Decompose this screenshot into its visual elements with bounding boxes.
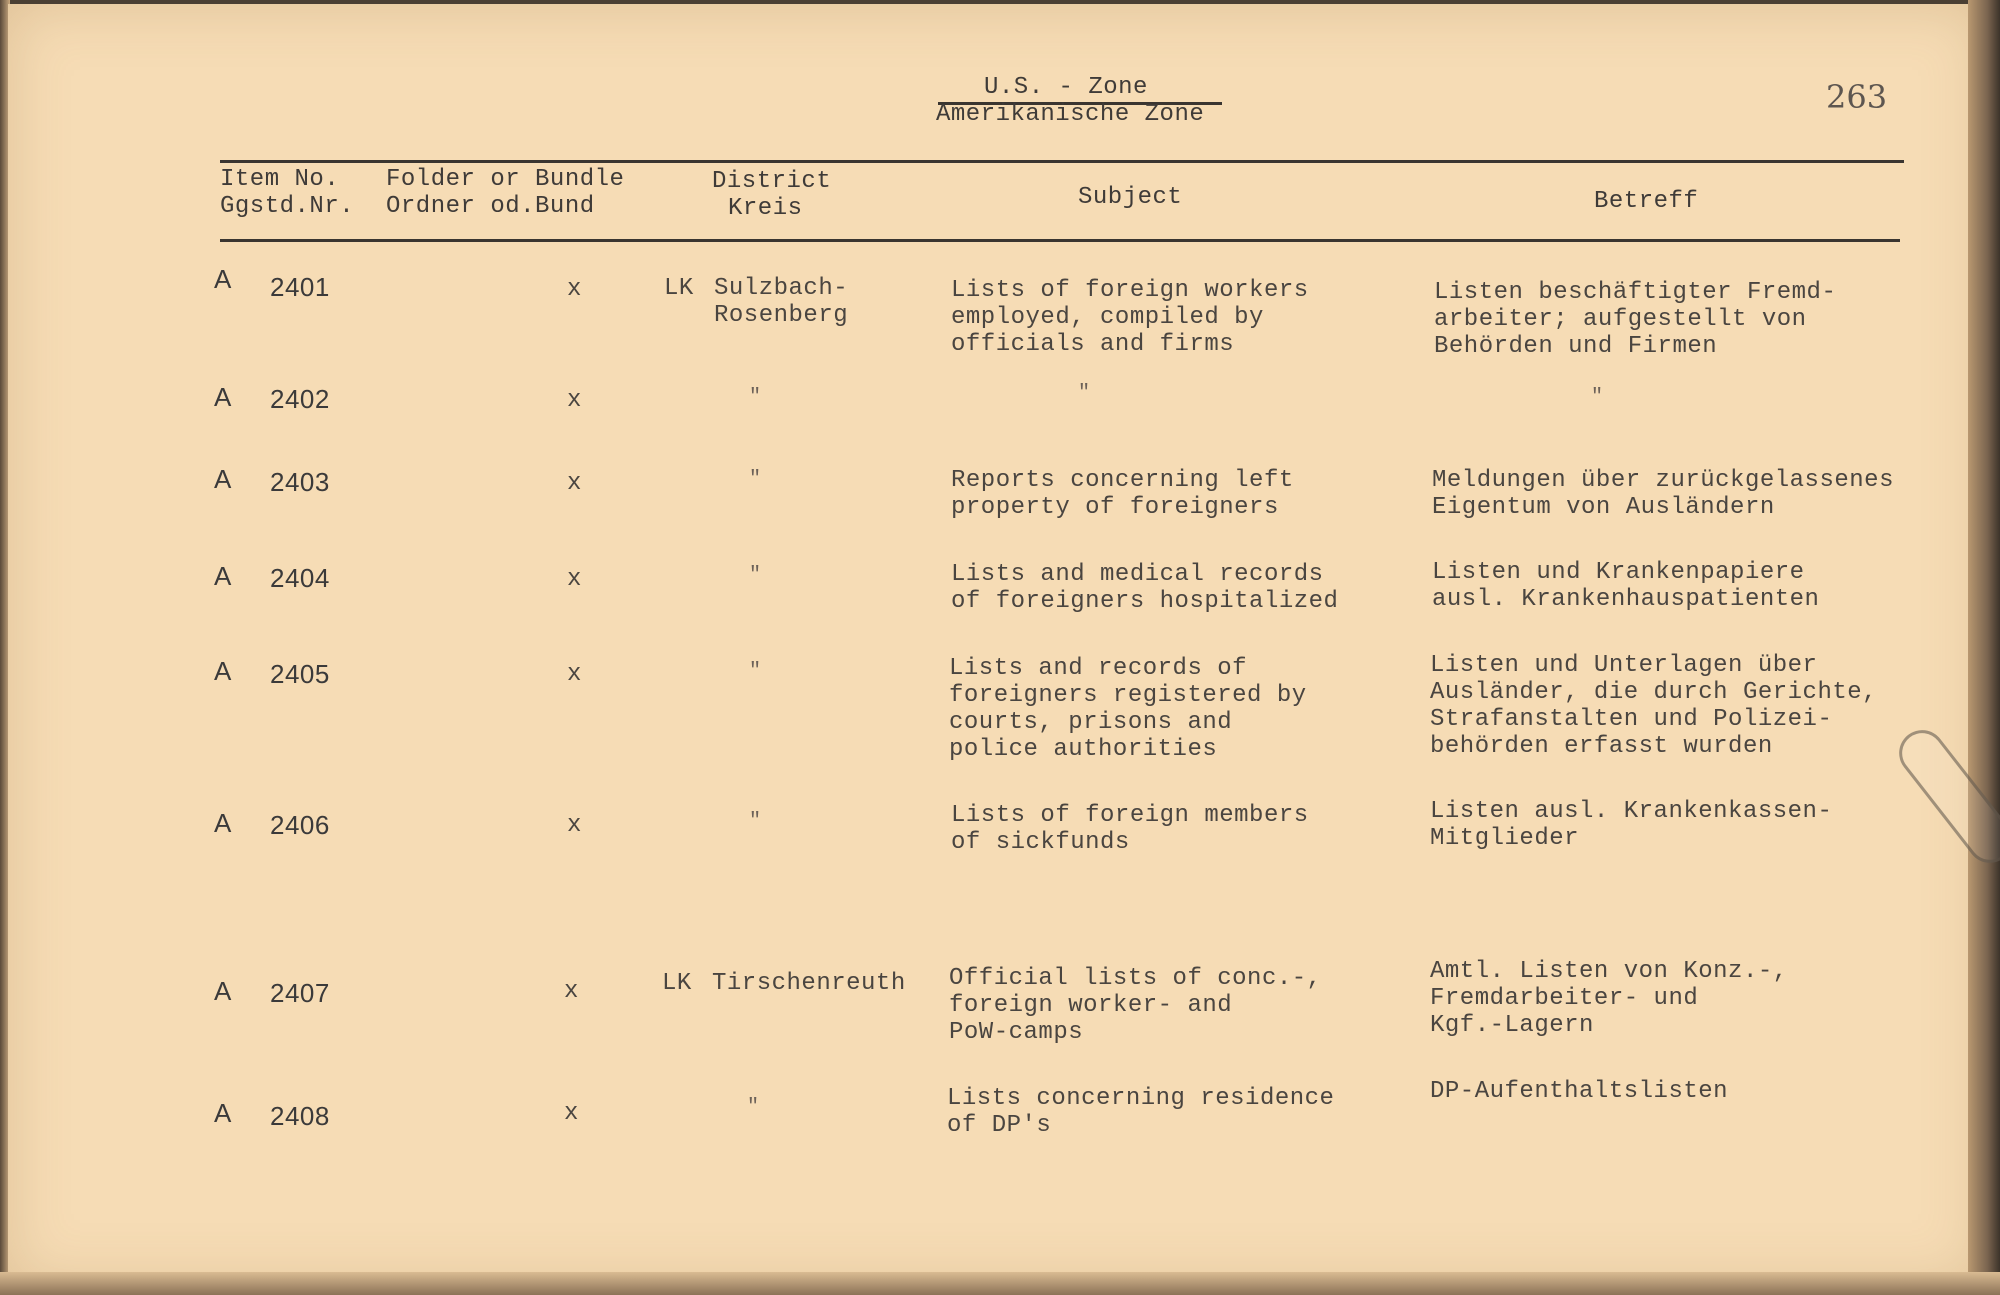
- subject-line: Lists and medical records: [951, 561, 1324, 588]
- col-district-de: Kreis: [728, 195, 803, 222]
- district-ditto: ": [747, 1096, 760, 1119]
- row-mark: A: [214, 561, 232, 591]
- betreff-line: Strafanstalten und Polizei-: [1430, 706, 1833, 733]
- betreff-line: Meldungen über zurückgelassenes: [1432, 467, 1894, 494]
- col-district-en: District: [712, 168, 832, 195]
- row-mark: A: [214, 1098, 232, 1128]
- district-line: Tirschenreuth: [712, 970, 906, 997]
- subject-line: PoW-camps: [949, 1019, 1084, 1046]
- subject-line: employed, compiled by: [951, 304, 1264, 331]
- betreff-line: Eigentum von Ausländern: [1432, 494, 1775, 521]
- item-number: 2404: [270, 563, 330, 593]
- betreff-line: arbeiter; aufgestellt von: [1434, 306, 1807, 333]
- row-mark: A: [214, 976, 232, 1006]
- betreff-line: Listen ausl. Krankenkassen-: [1430, 798, 1833, 825]
- subject-line: police authorities: [949, 736, 1218, 763]
- betreff-line: Amtl. Listen von Konz.-,: [1430, 958, 1788, 985]
- betreff-line: DP-Aufenthaltslisten: [1430, 1078, 1729, 1105]
- subject-line: courts, prisons and: [949, 709, 1233, 736]
- item-number: 2408: [270, 1101, 330, 1131]
- subject-line: of sickfunds: [951, 829, 1130, 856]
- subject-ditto: ": [1078, 382, 1091, 405]
- bundle-mark: x: [567, 812, 582, 839]
- betreff-ditto: ": [1591, 386, 1604, 409]
- row-mark: A: [214, 656, 232, 686]
- col-folder-en: Folder or Bundle: [386, 166, 625, 193]
- subject-line: Lists concerning residence: [947, 1085, 1335, 1112]
- betreff-line: ausl. Krankenhauspatienten: [1432, 586, 1820, 613]
- subject-line: officials and firms: [951, 331, 1235, 358]
- betreff-line: Listen und Unterlagen über: [1430, 652, 1818, 679]
- col-subject: Subject: [1078, 184, 1183, 211]
- item-number: 2407: [270, 978, 330, 1008]
- col-item-de: Ggstd.Nr.: [220, 193, 355, 220]
- district-ditto: ": [749, 810, 762, 833]
- betreff-line: Ausländer, die durch Gerichte,: [1430, 679, 1878, 706]
- bundle-mark: x: [567, 470, 582, 497]
- betreff-line: behörden erfasst wurden: [1430, 733, 1773, 760]
- district-prefix: LK: [664, 275, 694, 302]
- col-betreff: Betreff: [1594, 188, 1699, 215]
- page-number: 263: [1826, 78, 1888, 116]
- item-number: 2401: [270, 272, 330, 302]
- row-mark: A: [214, 464, 232, 494]
- district-prefix: LK: [662, 970, 692, 997]
- bundle-mark: x: [564, 978, 579, 1005]
- subject-line: Reports concerning left: [951, 467, 1294, 494]
- subject-line: Lists of foreign workers: [951, 277, 1309, 304]
- subject-line: property of foreigners: [951, 494, 1279, 521]
- col-folder-de: Ordner od.Bund: [386, 193, 595, 220]
- header-top-rule: [220, 160, 1904, 163]
- row-mark: A: [214, 808, 232, 838]
- district-ditto: ": [749, 564, 762, 587]
- zone-subtitle: Amerikanische Zone: [936, 101, 1205, 128]
- page-edge-right: [1968, 0, 2000, 1295]
- district-line: Sulzbach-: [714, 275, 849, 302]
- col-item-en: Item No.: [220, 166, 340, 193]
- subject-line: of foreigners hospitalized: [951, 588, 1339, 615]
- bundle-mark: x: [567, 387, 582, 414]
- betreff-line: Behörden und Firmen: [1434, 333, 1718, 360]
- district-line: Rosenberg: [714, 302, 849, 329]
- item-number: 2406: [270, 810, 330, 840]
- bundle-mark: x: [567, 276, 582, 303]
- item-number: 2402: [270, 384, 330, 414]
- betreff-line: Listen beschäftigter Fremd-: [1434, 279, 1837, 306]
- betreff-line: Listen und Krankenpapiere: [1432, 559, 1805, 586]
- page-edge-bottom: [0, 1272, 2000, 1295]
- betreff-line: Fremdarbeiter- und: [1430, 985, 1699, 1012]
- header-bottom-rule: [220, 239, 1900, 242]
- betreff-line: Kgf.-Lagern: [1430, 1012, 1594, 1039]
- subject-line: Lists and records of: [949, 655, 1248, 682]
- subject-line: foreigners registered by: [949, 682, 1307, 709]
- betreff-line: Mitglieder: [1430, 825, 1580, 852]
- subject-line: Official lists of conc.-,: [949, 965, 1322, 992]
- bundle-mark: x: [564, 1100, 579, 1127]
- subject-line: of DP's: [947, 1112, 1052, 1139]
- row-mark: A: [214, 382, 232, 412]
- item-number: 2403: [270, 467, 330, 497]
- bundle-mark: x: [567, 661, 582, 688]
- subject-line: Lists of foreign members: [951, 802, 1309, 829]
- district-ditto: ": [749, 660, 762, 683]
- zone-title: U.S. - Zone: [984, 74, 1148, 101]
- bundle-mark: x: [567, 566, 582, 593]
- item-number: 2405: [270, 659, 330, 689]
- row-mark: A: [214, 264, 232, 294]
- subject-line: foreign worker- and: [949, 992, 1233, 1019]
- district-ditto: ": [749, 386, 762, 409]
- district-ditto: ": [749, 468, 762, 491]
